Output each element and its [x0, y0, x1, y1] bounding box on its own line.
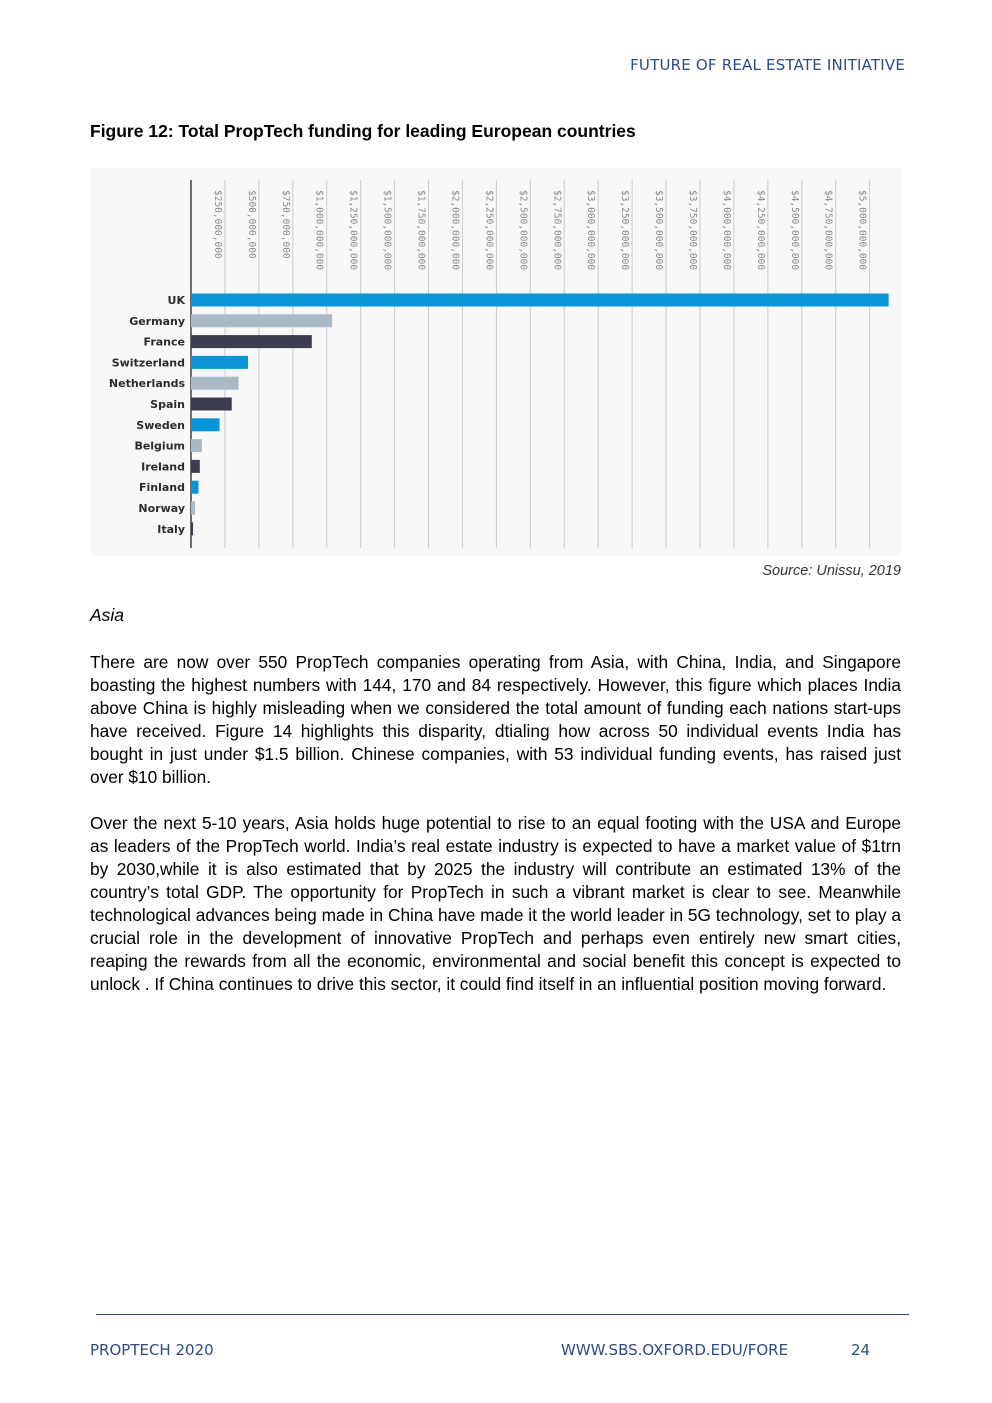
category-label: Spain [150, 398, 185, 411]
body-paragraph-2: Over the next 5-10 years, Asia holds huge potential to rise to an equal footing with the USA and Europe as leaders of the PropTech world. India’s real estate industry is expected to have a market value of $1trn by 2030,while it is also estimated that by 2025 the industry will contribute an estimated 13% of the country’s total GDP. The opportunity for PropTech in such a vibrant market is clear to see. Meanwhile technological advances being made in China have made it the world leader in 5G technology, set to play a crucial role in the development of innovative PropTech and perhaps even entirely new smart cities, reaping the rewards from all the economic, environmental and social benefit this concept is expected to unlock . If China continues to drive this sector, it could find itself in an influential position moving forward. [90, 813, 901, 994]
bar-france [191, 335, 312, 348]
footer-divider [96, 1314, 909, 1315]
tick-label: $2,000,000,000 [449, 190, 461, 271]
running-header: FUTURE OF REAL ESTATE INITIATIVE [630, 56, 905, 74]
category-label: UK [167, 294, 185, 307]
tick-label: $1,250,000,000 [347, 190, 359, 271]
footer-url[interactable]: WWW.SBS.OXFORD.EDU/FORE [561, 1341, 789, 1359]
footer-publication: PROPTECH 2020 [90, 1341, 214, 1359]
category-label: Belgium [134, 439, 185, 453]
bar-italy [191, 522, 193, 535]
tick-label: $4,250,000,000 [754, 190, 766, 271]
figure-title: Figure 12: Total PropTech funding for leading European countries [90, 121, 636, 141]
category-label: Ireland [141, 460, 185, 474]
bar-uk [191, 294, 889, 307]
tick-label: $2,500,000,000 [517, 190, 529, 271]
tick-label: $750,000,000 [279, 190, 291, 259]
bar-norway [191, 502, 195, 515]
category-label: Netherlands [108, 377, 185, 391]
bar-netherlands [191, 377, 239, 390]
bar-sweden [191, 418, 220, 431]
bar-spain [191, 398, 232, 411]
category-label: Finland [138, 481, 185, 495]
tick-label: $3,500,000,000 [653, 190, 665, 271]
page-number: 24 [851, 1341, 871, 1359]
tick-label: $3,000,000,000 [585, 190, 597, 271]
category-label: Norway [138, 502, 185, 515]
funding-bar-chart [90, 168, 902, 556]
body-paragraph-1: There are now over 550 PropTech companies operating from Asia, with China, India, and Singapore boasting the highest numbers with 144, 170 and 84 respectively. However, this figure which places India above China is highly misleading when we considered the total amount of funding each nations start-ups have received. Figure 14 highlights this disparity, dtialing how across 50 individual events India has bought in just under $1.5 billion. Chinese companies, with 53 individual funding events, has raised just over $10 billion. [90, 652, 901, 787]
bar-belgium [191, 439, 202, 452]
category-label: Switzerland [111, 356, 185, 370]
tick-label: $500,000,000 [245, 190, 257, 259]
tick-label: $4,750,000,000 [822, 190, 834, 271]
tick-label: $1,000,000,000 [313, 190, 325, 271]
tick-label: $1,500,000,000 [381, 190, 393, 271]
chart-svg [90, 168, 902, 556]
tick-label: $2,750,000,000 [551, 190, 563, 271]
bar-germany [191, 314, 332, 327]
figure-source: Source: Unissu, 2019 [762, 563, 901, 579]
section-title: Asia [90, 605, 125, 625]
category-label: Germany [129, 314, 185, 328]
tick-label: $1,750,000,000 [415, 190, 427, 271]
tick-label: $2,250,000,000 [483, 190, 495, 271]
category-label: Sweden [136, 418, 185, 432]
tick-label: $4,000,000,000 [720, 190, 732, 271]
category-label: France [143, 335, 185, 349]
tick-label: $3,750,000,000 [686, 190, 698, 271]
bar-switzerland [191, 356, 248, 369]
bar-finland [191, 481, 198, 494]
tick-label: $4,500,000,000 [788, 190, 800, 271]
tick-label: $250,000,000 [211, 190, 223, 259]
category-label: Italy [157, 522, 185, 536]
bar-ireland [191, 460, 200, 473]
tick-label: $3,250,000,000 [619, 190, 631, 271]
tick-label: $5,000,000,000 [856, 190, 868, 271]
